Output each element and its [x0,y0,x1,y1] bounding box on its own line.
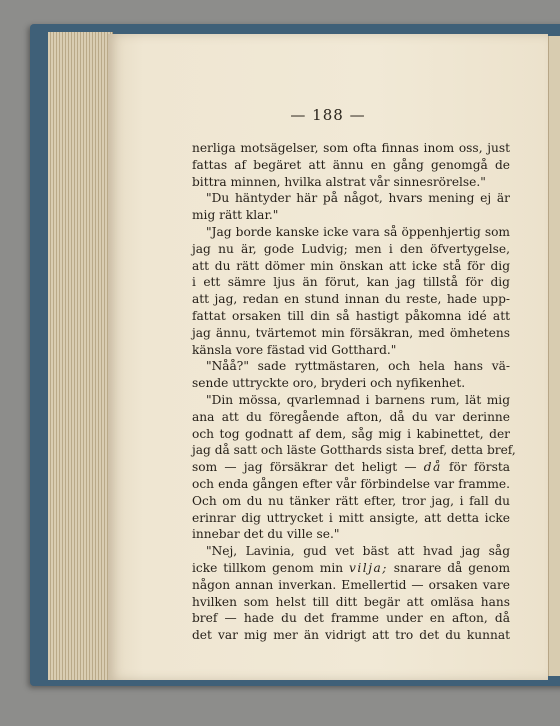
page-number: — 188 — [290,106,366,124]
text-line-content: jag ännu, tvärtemot min försäkran, med ömhetens [192,325,510,340]
text-line-content: erinrar dig uttrycket i mitt ansigte, att detta icke [192,510,510,525]
text-line [192,409,510,426]
text-line-content: bref — hade du det framme under en afton, då [192,611,510,626]
text-line [192,442,516,459]
text-line-content: någon annan inverkan. Emellertid — orsaken vare [192,577,510,592]
text-line-content: ana att du föregående afton, då du var derinne [192,409,510,424]
text-line [192,392,510,409]
text-line [192,627,510,644]
text-line-content: känsla vore fästad vid Gotthard." [192,342,397,357]
text-line [192,274,510,291]
text-line [192,224,510,241]
text-line-continuation: snarare då genom [387,560,511,575]
text-line [192,375,510,392]
text-line [192,526,510,543]
text-line-content: innebar det du ville se." [192,527,340,542]
text-line-content: att jag, redan en stund innan du reste, hade upp- [192,292,510,307]
text-line [192,174,510,191]
text-line-content: och tog godnatt af dem, såg mig i kabinettet, der [192,426,510,441]
text-line-content: jag nu är, gode Ludvig; men i den öfvertygelse, [192,241,510,256]
body-text [192,140,516,644]
facing-page-edge [548,36,560,676]
text-line [192,476,510,493]
text-line [192,510,510,527]
text-line [192,190,510,207]
emphasized-word: då [423,460,442,475]
text-line-content: bittra minnen, hvilka alstrat vår sinnesrörelse." [192,174,486,189]
text-line-content: jag då satt och läste Gotthards sista bref, detta bref, [192,443,516,458]
text-line-content: "Nej, Lavinia, gud vet bäst att hvad jag såg [206,544,510,559]
text-line [192,325,510,342]
text-line-content: och enda gången efter vår förbindelse var framme. [192,476,510,491]
text-line [192,291,510,308]
text-line [192,610,510,627]
text-line-content: "Jag borde kanske icke vara så öppenhjertig som [206,224,510,239]
text-line [192,493,510,510]
text-line [192,308,510,325]
emphasized-word: vilja; [349,560,388,575]
text-line-content: "Din mössa, qvarlemnad i barnens rum, lät mig [206,392,510,407]
text-line [192,157,510,174]
text-line [192,358,510,375]
text-line-content: fattas af begäret att ännu en gång genomgå de [192,157,510,172]
text-line [192,342,510,359]
text-line-content: "Du häntyder här på något, hvars mening ej är [206,191,510,206]
text-line [192,560,510,577]
text-line-content: sende uttryckte oro, bryderi och nyfikenhet. [192,376,466,391]
book-page [108,34,548,680]
text-line-continuation: för första [441,460,510,475]
text-line-content: som — jag försäkrar det heligt — [192,460,424,475]
text-line-content: det var mig mer än vidrigt att tro det du kunnat [192,628,510,643]
text-line-content: att du rätt dömer min önskan att icke stå för dig [192,258,510,273]
text-line [192,140,510,157]
text-line-content: "Nåå?" sade ryttmästaren, och hela hans vä- [206,359,510,374]
text-line [192,258,510,275]
text-line [192,426,510,443]
text-line [192,207,510,224]
text-line [192,594,510,611]
text-line [192,241,510,258]
text-line-content: icke tillkom genom min [192,560,350,575]
text-line [192,543,510,560]
text-line-content: Och om du nu tänker rätt efter, tror jag, i fall du [192,493,510,508]
text-line-content: nerliga motsägelser, som ofta finnas inom oss, just [192,141,510,155]
text-line-content: i ett sämre ljus än förut, kan jag tillstå för dig [192,275,510,290]
text-line [192,459,510,476]
text-line-content: hvilken som helst till ditt begär att omläsa hans [192,594,510,609]
text-line-content: fattat orsaken till din så hastigt påkomna idé att [192,308,510,323]
text-line-content: mig rätt klar." [192,208,279,223]
text-line [192,577,510,594]
page-edges [48,32,113,680]
